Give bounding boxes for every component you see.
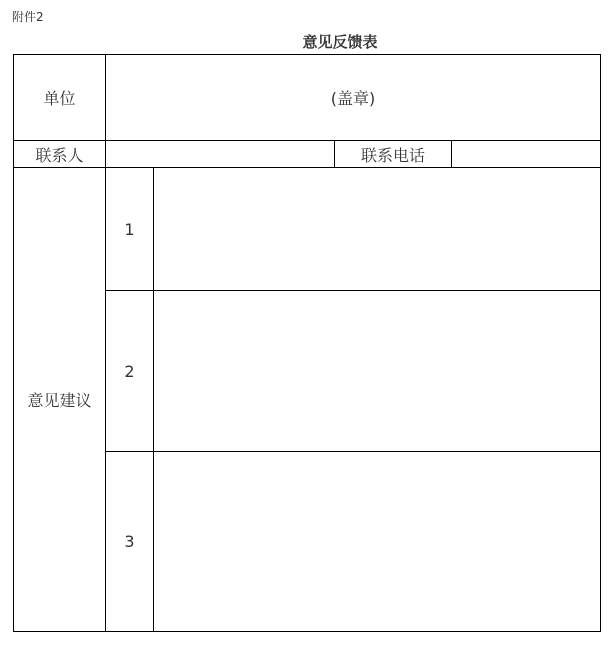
phone-label: 联系电话 bbox=[335, 141, 452, 168]
form-title: 意见反馈表 bbox=[302, 33, 378, 51]
contact-field[interactable] bbox=[106, 141, 335, 168]
unit-row bbox=[14, 55, 601, 141]
phone-field[interactable] bbox=[452, 141, 601, 168]
suggestion-number: 2 bbox=[106, 291, 154, 452]
suggestion-field[interactable] bbox=[154, 168, 601, 291]
unit-label: 单位 bbox=[14, 55, 106, 141]
suggestions-label: 意见建议 bbox=[14, 168, 106, 632]
suggestion-field[interactable] bbox=[154, 291, 601, 452]
suggestion-field[interactable] bbox=[154, 452, 601, 632]
suggestion-number: 1 bbox=[106, 168, 154, 291]
suggestion-number: 3 bbox=[106, 452, 154, 632]
contact-row bbox=[14, 141, 601, 168]
feedback-form-table bbox=[13, 54, 601, 632]
contact-label: 联系人 bbox=[14, 141, 106, 168]
seal-note: (盖章) bbox=[330, 89, 376, 108]
attachment-label: 附件2 bbox=[12, 10, 44, 24]
unit-field[interactable] bbox=[106, 55, 601, 141]
suggestion-row bbox=[14, 168, 601, 291]
